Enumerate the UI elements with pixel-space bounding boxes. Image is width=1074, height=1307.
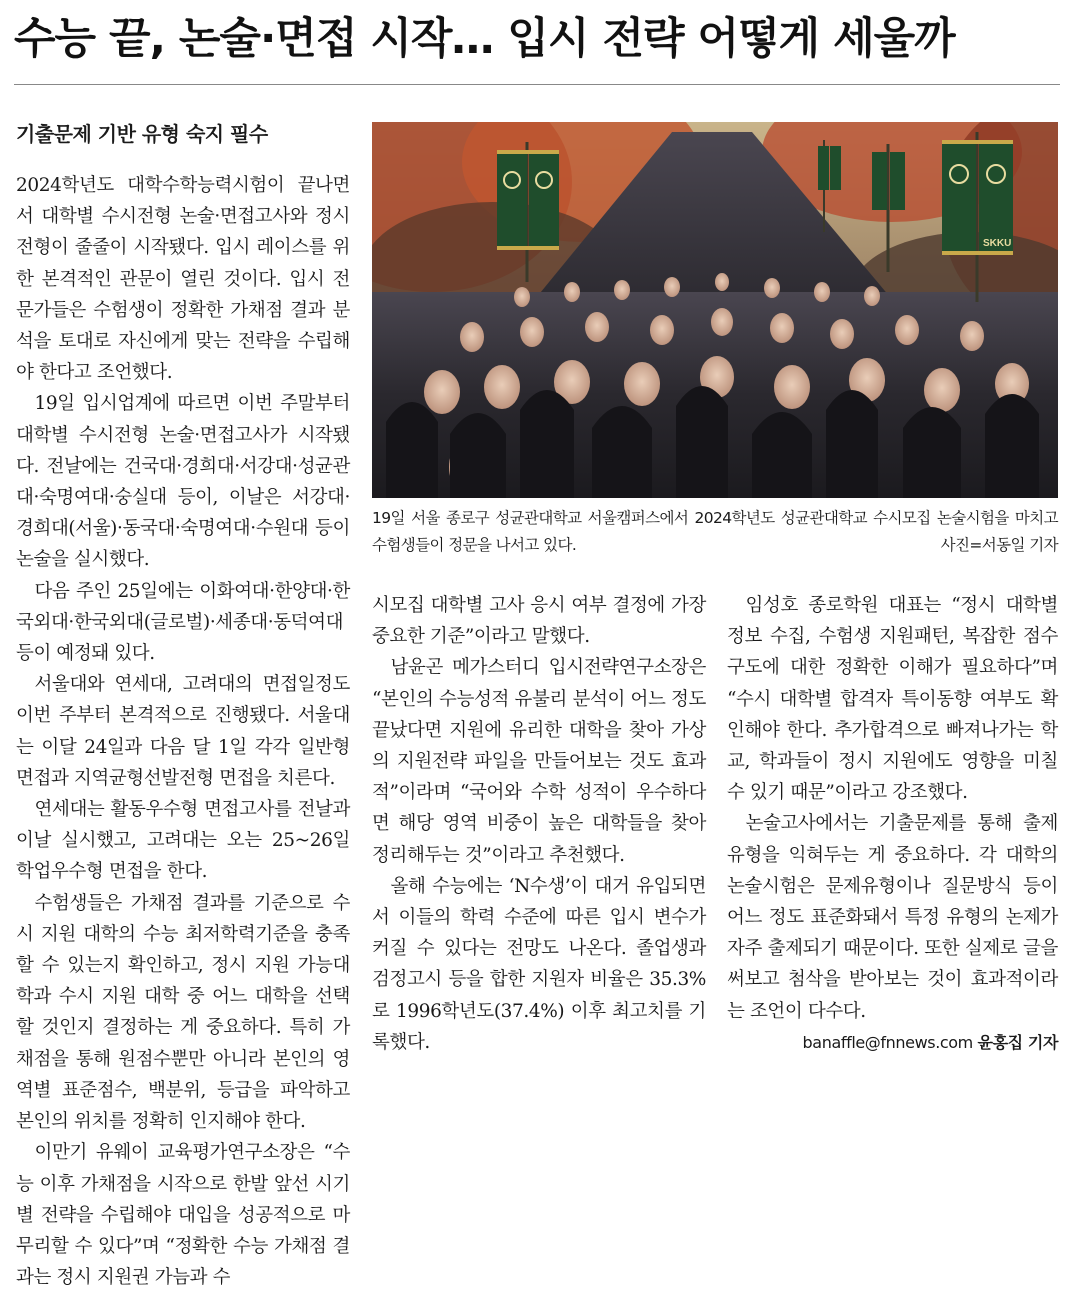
paragraph: 다음 주인 25일에는 이화여대·한양대·한국외대·한국외대(글로벌)·세종대·동덕여대 등이 예정돼 있다. — [16, 580, 350, 665]
headline-rule — [14, 84, 1060, 85]
paragraph: 2024학년도 대학수학능력시험이 끝나면서 대학별 수시전형 논술·면접고사와 정시전형이 줄줄이 시작됐다. 입시 레이스를 위한 본격적인 관문이 열린 것이다. 입시 전문가들은 수험생이 정확한 가채점 결과 분석을 토대로 자신에게 맞는 전략을 수립해야 한다고 조언했다. — [16, 175, 350, 384]
column-1 — [16, 120, 350, 1293]
paragraph: 이만기 유웨이 교육평가연구소장은 “수능 이후 가채점을 시작으로 한발 앞선 시기별 전략을 수립해야 대입을 성공적으로 마무리할 수 있다”며 “정확한 수능 가채점 결과는 정시 지원권 가늠과 수 — [16, 1142, 350, 1289]
byline — [727, 1027, 1058, 1058]
paragraph: 시모집 대학별 고사 응시 여부 결정에 가장 중요한 기준”이라고 말했다. — [372, 595, 706, 648]
photo-credit: 사진=서동일 기자 — [940, 536, 1058, 554]
paragraph: 임성호 종로학원 대표는 “정시 대학별 정보 수집, 수험생 지원패턴, 복잡한 점수 구도에 대한 정확한 이해가 필요하다”며 “수시 대학별 합격자 특이동향 여부도 확인해야 한다. 추가합격으로 빠져나가는 학교, 학과들이 정시 지원에도 영향을 미칠 수 있기 때문”이라고 강조했다. — [727, 595, 1058, 804]
photo-caption — [372, 505, 1058, 559]
byline-email[interactable]: banaffle@fnnews.com — [802, 1032, 973, 1052]
paragraph: 19일 입시업계에 따르면 이번 주말부터 대학별 수시전형 논술·면접고사가 시작됐다. 전날에는 건국대·경희대·서강대·성균관대·숙명여대·숭실대 등이, 이날은 서강대·경희대(서울)·동국대·숙명여대·수원대 등이 논술을 실시했다. — [16, 393, 350, 571]
column-3 — [727, 590, 1058, 1058]
paragraph: 논술고사에서는 기출문제를 통해 출제유형을 익혀두는 게 중요하다. 각 대학의 논술시험은 문제유형이나 질문방식 등이 어느 정도 표준화돼서 특정 유형의 논제가 자주 출제되기 때문이다. 또한 실제로 글을 써보고 첨삭을 받아보는 것이 효과적이라는 조언이 다수다. — [727, 813, 1058, 1022]
paragraph: 서울대와 연세대, 고려대의 면접일정도 이번 주부터 본격적으로 진행됐다. 서울대는 이달 24일과 다음 달 1일 각각 일반형 면접과 지역균형선발전형 면접을 치른다. — [16, 674, 350, 789]
news-photo — [372, 122, 1058, 498]
paragraph: 수험생들은 가채점 결과를 기준으로 수시 지원 대학의 수능 최저학력기준을 충족할 수 있는지 확인하고, 정시 지원 가능대학과 수시 지원 대학 중 어느 대학을 선택할 것인지 결정하는 게 중요하다. 특히 가채점을 통해 원점수뿐만 아니라 본인의 영역별 표준점수, 백분위, 등급을 파악하고 본인의 위치를 정확히 인지해야 한다. — [16, 892, 350, 1133]
banner-text: SKKU — [983, 238, 1012, 249]
paragraph: 연세대는 활동우수형 면접고사를 전날과 이날 실시했고, 고려대는 오는 25~26일 학업우수형 면접을 한다. — [16, 799, 350, 883]
caption-text: 19일 서울 종로구 성균관대학교 서울캠퍼스에서 2024학년도 성균관대학교 수시모집 논술시험을 마치고 수험생들이 정문을 나서고 있다. — [372, 509, 1058, 554]
headline: 수능 끝, 논술·면접 시작… 입시 전략 어떻게 세울까 — [14, 14, 955, 64]
subheadline: 기출문제 기반 유형 숙지 필수 — [16, 122, 268, 146]
paragraph: 올해 수능에는 ‘N수생’이 대거 유입되면서 이들의 학력 수준에 따른 입시 변수가 커질 수 있다는 전망도 나온다. 졸업생과 검정고시 등을 합한 지원자 비율은 35.3%로 1996학년도(37.4%) 이후 최고치를 기록했다. — [372, 875, 706, 1053]
byline-reporter: 윤홍집 기자 — [977, 1032, 1058, 1052]
column-2 — [372, 590, 706, 1058]
paragraph: 남윤곤 메가스터디 입시전략연구소장은 “본인의 수능성적 유불리 분석이 어느 정도 끝났다면 지원에 유리한 대학을 찾아 가상의 지원전략 파일을 만들어보는 것도 효과적”이라며 “국어와 수학 성적이 우수하다면 해당 영역 비중이 높은 대학들을 찾아 정리해두는 것”이라고 추천했다. — [372, 657, 706, 866]
